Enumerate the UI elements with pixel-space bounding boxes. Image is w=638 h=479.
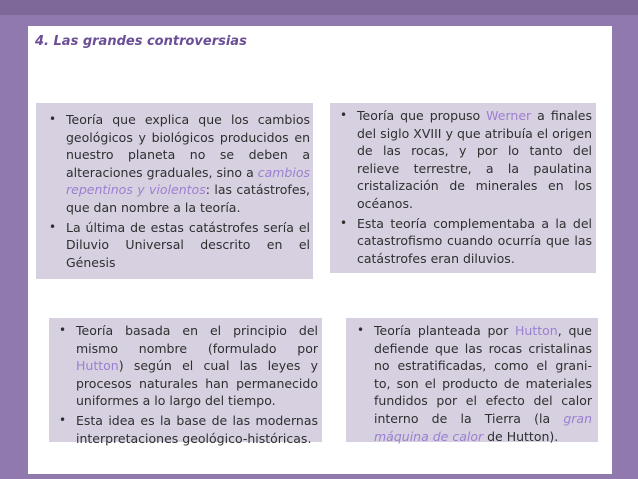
list-uniformismo bbox=[55, 322, 318, 447]
box-uniformismo bbox=[49, 318, 322, 446]
heading-plutonismo: PLUTONISMO (VULCANISMO): bbox=[357, 294, 607, 314]
list-neptunismo bbox=[336, 107, 592, 267]
top-band bbox=[0, 0, 638, 15]
highlight-text: Hutton bbox=[76, 358, 119, 374]
list-item: • Teoría basada en el principio del mismo nombre (formulado por Hutton) según el cual las leyes y procesos naturales han permanecido uniformes a lo largo del tiempo. bbox=[59, 323, 318, 409]
box-plutonismo bbox=[346, 318, 598, 442]
bullet-icon: • bbox=[357, 323, 365, 337]
bullet-icon: • bbox=[49, 112, 57, 126]
list-item: • La última de estas catástrofes sería el Diluvio Universal descrito en el Génesis bbox=[49, 219, 310, 270]
heading-catastrofismo: CATASTROFISMO: bbox=[42, 85, 190, 103]
box-catastrofismo bbox=[36, 103, 313, 279]
highlight-text: gran máquina de calor bbox=[374, 410, 592, 444]
list-item: • Teoría planteada por Hutton, que defiende que las rocas cristalinas no estratificadas, como el grani-to, son el producto de materiales fundidos por el efecto del calor interno de la Tierra (la gran máquina de calor de Hutton). bbox=[357, 323, 592, 444]
highlight-text: cambios repentinos y violentos bbox=[66, 164, 310, 198]
list-item: • Esta idea es la base de las modernas interpretaciones geológico-históricas. bbox=[59, 412, 318, 446]
list-item: • Esta teoría complementaba a la del catastrofismo cuando ocurría que las catástrofes eran diluvios. bbox=[340, 215, 592, 266]
highlight-text: Hutton bbox=[515, 323, 558, 338]
heading-neptunismo: NEPTUNISMO: bbox=[336, 85, 455, 103]
list-catastrofismo bbox=[45, 111, 310, 271]
highlight-text: Werner bbox=[486, 108, 532, 123]
box-neptunismo bbox=[330, 103, 596, 273]
heading-uniformismo: UNIFORMISMO: bbox=[54, 294, 184, 314]
bullet-icon: • bbox=[340, 215, 348, 230]
list-plutonismo bbox=[353, 322, 592, 445]
bullet-icon: • bbox=[59, 412, 67, 427]
list-item: • Teoría que explica que los cambios geológicos y biológicos producidos en nuestro planeta no se deben a alteraciones graduales, sino a cambios repentinos y violentos: las catástrofes, que dan nombre a la teoría. bbox=[49, 112, 310, 215]
slide-subtitle: 4. Las grandes controversias bbox=[35, 34, 247, 49]
bullet-icon: • bbox=[340, 108, 348, 122]
bullet-icon: • bbox=[49, 219, 57, 234]
list-item: • Teoría que propuso Werner a finales del siglo XVIII y que atribuía el origen de las rocas, y por lo tanto del relieve terrestre, a la paulatina cristalización de minerales en los océanos. bbox=[340, 108, 592, 211]
bullet-icon: • bbox=[59, 323, 67, 337]
